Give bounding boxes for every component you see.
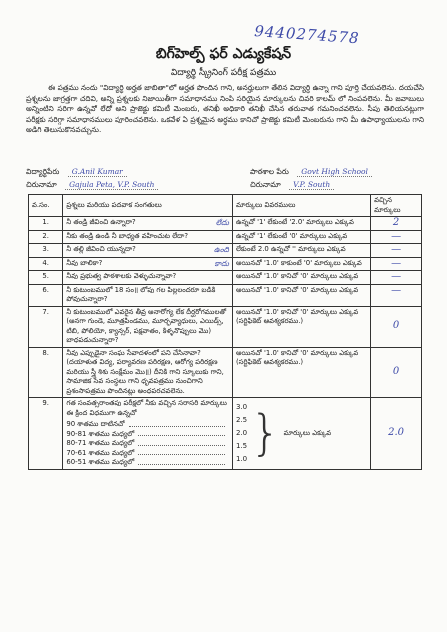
address-label: చిరునామా xyxy=(26,180,57,189)
instructions-text: ఈ పత్రము నందు "విద్యార్థి అర్హత జాబితా"లో అర్హత పొందిన గాని, అనర్హులుగా తేలిన విద్యార్థి ఉన్నా గాని పూర్తి చేయవలెను. దయచేసి ప్రశ్నలను జాగ్రత్తగా చదివి, అన్ని ప్రశ్నలకు నిజాయితీగా సమాధానము నింపి సరియైన మార్కులను చివరి కాలమ్ లో నింపవలెను. మీ జవాబులు అన్నింటిని సరిగా ఉన్నవో లేదో అని ప్రాజెక్టు కమిటీ మెంబరు, తనిఖీ అధికారి తనిఖీ చేసిన తరువాత గమనించవలెను. సీపు తెలియనట్లుగా పరీక్షకు సరిగ్గా సమాధానములు పూరించవలెను. ఒకవేళ ఏ ప్రశ్నమైన అర్థము కానిచో ప్రాజెక్టు కమిటీ మెంబరును గాని మీ ఉపాధ్యాయులను గాని అడిగి తెలుసుకొనవచ్చును. xyxy=(26,83,424,135)
row-marks xyxy=(371,398,422,470)
row-question xyxy=(63,398,233,470)
list-item: 3.0 xyxy=(235,402,248,411)
handwritten-phone-number: 9440274578 xyxy=(253,22,361,48)
list-item xyxy=(66,420,229,430)
grade-range: 60-51 శాతము మధ్యలో xyxy=(66,458,135,466)
row-criteria: అయినచో '1.0' కానిచో '0' మార్కులు ఎక్కువ (సర్టిఫికెట్ ఆవశ్యకరము.) xyxy=(232,306,370,347)
row-marks xyxy=(371,244,422,258)
row-number: 2. xyxy=(29,230,63,244)
list-item: 1.0 xyxy=(235,454,248,463)
row-criteria: ఉన్నచో '1' లేకుంటే '0' మార్కులు ఎక్కువ xyxy=(232,230,370,244)
question-text: నీ తల్లి జీవించి యున్నదా? xyxy=(66,245,136,253)
row-criteria: అయినచో '1.0' కాకుంటే '0' మార్కులు ఎక్కువ xyxy=(232,257,370,271)
marks-value[interactable]: — xyxy=(391,230,402,242)
screening-questions-table xyxy=(28,194,422,470)
row-number: 5. xyxy=(29,271,63,285)
grade-ranges-list xyxy=(66,420,229,468)
row-question xyxy=(63,230,233,244)
list-item xyxy=(66,458,229,468)
criteria-text: మార్కులు ఎక్కువ xyxy=(283,428,332,437)
marks-value[interactable]: 2.0 xyxy=(388,427,405,438)
student-name-label: విద్యార్థిపేరు xyxy=(26,167,60,176)
row-number: 9. xyxy=(29,398,63,470)
table-row xyxy=(29,398,422,470)
student-name-value[interactable]: G.Anil Kumar xyxy=(68,167,127,177)
brace-icon: } xyxy=(250,405,281,462)
table-row xyxy=(29,284,422,306)
school-name-field xyxy=(250,167,372,178)
marks-value[interactable]: 0 xyxy=(392,320,400,332)
row-marks xyxy=(371,306,422,347)
row-number: 1. xyxy=(29,217,63,231)
grade-range: 90-81 శాతము మధ్యలో xyxy=(66,429,135,438)
table-header-row xyxy=(29,195,422,217)
grade-range: 80-71 శాతము మధ్యలో xyxy=(66,439,135,447)
row-question xyxy=(63,217,233,231)
row-marks xyxy=(371,347,422,398)
row-criteria: అయినచో '1.0' కానిచో '0' మార్కులు ఎక్కువ xyxy=(232,284,370,306)
marks-value[interactable]: 0 xyxy=(392,366,400,377)
row-marks xyxy=(371,284,422,306)
question-text: నీ కుటుంబములో 18 సం॥ లోపు గల పిల్లలందరూ బడికి పోవుచున్నారా? xyxy=(66,285,216,303)
row-criteria: లేకుంటే 2.0 ఉన్నచో '' మార్కులు ఎక్కువ xyxy=(232,244,370,258)
list-item: 2.0 xyxy=(235,428,248,437)
question-text: నీవు బాలికా? xyxy=(66,258,103,267)
instructions-paragraph xyxy=(26,83,424,136)
row-marks xyxy=(371,257,422,271)
table-row xyxy=(29,257,422,271)
question-text: నీవు ప్రభుత్వ పాఠశాలకు వెళ్ళుచున్నావా? xyxy=(66,272,177,280)
header-serial: వ.సం. xyxy=(29,195,63,217)
row-question xyxy=(63,257,233,271)
row-number: 3. xyxy=(29,244,63,258)
table-row xyxy=(29,244,422,258)
list-item xyxy=(66,439,229,449)
marks-value[interactable]: — xyxy=(391,271,402,282)
row-criteria xyxy=(232,398,370,470)
header-marks: వచ్చిన మార్కులు xyxy=(371,195,422,217)
grade-range: 70-61 శాతము మధ్యలో xyxy=(66,448,135,457)
question-text: నీవు ఎప్పుడైనా సంఘ సేవాదళంలో పని చేసినావా? (దయాళుత విద్య, పర్యావరణ పరిరక్షణ, ఆరోగ్య పరిరక్షణ మరియు స్త్రీ శిశు సంక్షేమం మొ॥) దీనికి గాని స్కూలుకు గాని, సామాజిక సేవ సంస్థలు గాని ధృవపత్రము నుంచిగాని ప్రశంసాపత్రము పొందినట్లు అంధపరచవలెను. xyxy=(66,348,224,395)
marks-value[interactable]: — xyxy=(391,284,402,296)
row-number: 4. xyxy=(29,257,63,271)
table-row xyxy=(29,306,422,347)
form-subtitle: విద్యార్థి స్క్రీనింగ్ పరీక్ష పత్రము xyxy=(170,68,277,78)
row-marks xyxy=(371,271,422,285)
row-criteria: అయినచో '1.0' కానిచో '0' మార్కులు ఎక్కువ (సర్టిఫికెట్ ఆవశ్యకరము.) xyxy=(232,347,370,398)
address2-value[interactable]: V.P. South xyxy=(289,180,334,190)
header-questions: ప్రశ్నలు మరియు పదవాక సంగతులు xyxy=(63,195,233,217)
student-name-field xyxy=(26,167,127,178)
marks-value[interactable]: — xyxy=(391,244,402,255)
list-item: 2.5 xyxy=(235,415,248,424)
handwritten-answer[interactable]: కాదు xyxy=(214,258,229,268)
school-name-label: పాఠశాల పేరు xyxy=(250,167,289,176)
question-text: గత సంవత్సరాంతపు పరీక్షలో నీకు వచ్చిన సరాసరి మార్కులు ఈ క్రింద విధముగా ఉన్నచో xyxy=(66,399,227,417)
row-number: 8. xyxy=(29,347,63,398)
address2-label: చిరునామా xyxy=(250,180,281,189)
list-item xyxy=(66,449,229,459)
row-marks xyxy=(371,230,422,244)
table-row xyxy=(29,271,422,285)
handwritten-answer[interactable]: ఉంది xyxy=(213,245,229,254)
table-row xyxy=(29,217,422,231)
row-question xyxy=(63,306,233,347)
marks-value[interactable]: — xyxy=(391,257,402,269)
list-item xyxy=(66,430,229,440)
row-number: 6. xyxy=(29,284,63,306)
grade-marks-scale xyxy=(236,401,367,466)
address-value[interactable]: Gajula Peta, V.P. South xyxy=(65,180,158,190)
school-name-value[interactable]: Govt High School xyxy=(297,167,372,177)
row-question xyxy=(63,244,233,258)
table-row xyxy=(29,347,422,398)
row-question xyxy=(63,271,233,285)
row-number: 7. xyxy=(29,306,63,347)
address2-field xyxy=(250,180,334,191)
address-field xyxy=(26,180,158,191)
table-row xyxy=(29,230,422,244)
row-criteria: అయినచో '1.0' కానిచో '0' మార్కులు ఎక్కువ xyxy=(232,271,370,285)
question-text: నీ కుటుంబములో ఎవరైన తీవ్ర అనారోగ్య లేక దీర్ఘరోగములతో (అనగా గుండె, మూత్రపిండము, మూర్ఛవ్యాధులు, ఎయిడ్స్, టిబి, పోలియో, క్యాన్సర్, పక్షవాతం, కిళ్ళనొప్పులు మొ) బాధపడుచున్నారా? xyxy=(66,307,227,344)
row-question xyxy=(63,284,233,306)
list-item: 1.5 xyxy=(235,441,248,450)
grade-range: 90 శాతము దాటినచో xyxy=(66,420,125,428)
row-marks xyxy=(371,217,422,231)
handwritten-answer[interactable]: లేదు xyxy=(215,218,229,227)
row-criteria: ఉన్నచో '1' లేకుంటే '2.0' మార్కులు ఎక్కువ xyxy=(232,217,370,231)
question-text: నీకు తండ్రి ఉండి నీ బాధ్యత వహించుట లేదా? xyxy=(66,231,188,240)
marks-value[interactable]: 2 xyxy=(392,217,400,228)
header-criteria: మార్కులు వివరములు xyxy=(232,195,370,217)
row-question xyxy=(63,347,233,398)
form-title: బిగ్‌హెల్ప్ ఫర్ ఎడ్యుకేషన్ xyxy=(155,46,292,62)
question-text: నీ తండ్రి జీవించి ఉన్నారా? xyxy=(66,218,136,226)
grade-marks-list xyxy=(236,401,247,466)
